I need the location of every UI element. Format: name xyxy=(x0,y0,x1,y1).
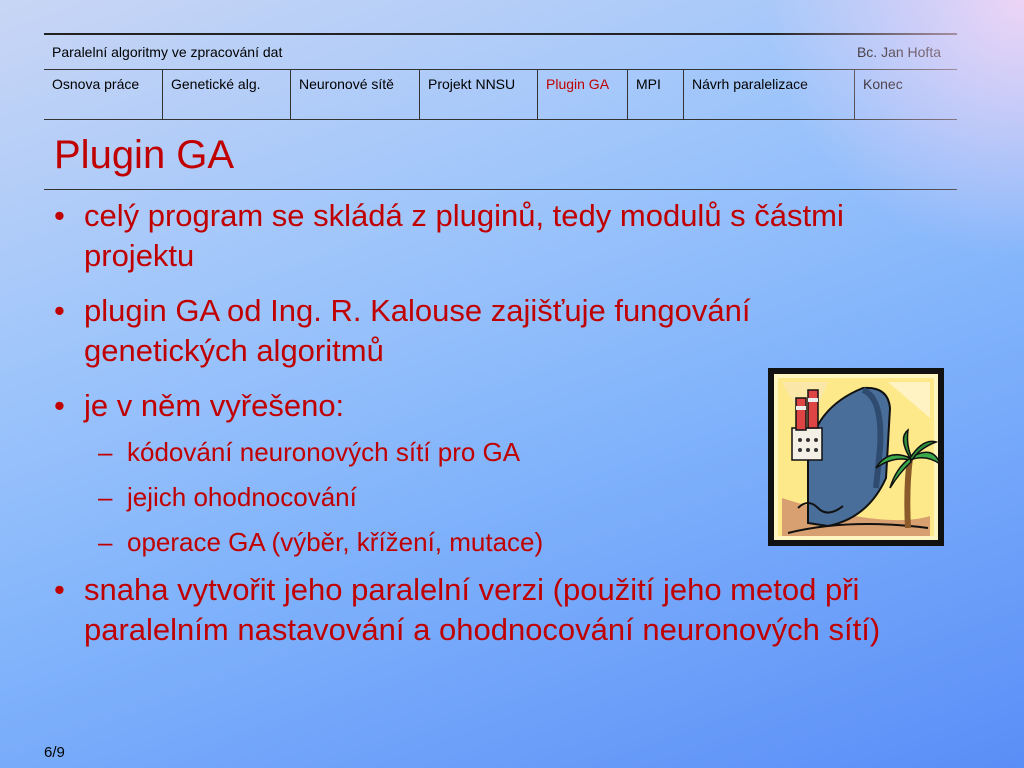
tab-navrh-paralelizace[interactable]: Návrh paralelizace xyxy=(684,69,855,119)
tab-plugin-ga[interactable]: Plugin GA xyxy=(538,69,628,119)
tab-osnova-prace[interactable]: Osnova práce xyxy=(44,69,163,119)
sub-bullet-item: – kódování neuronových sítí pro GA xyxy=(52,434,912,470)
presentation-title: Paralelní algoritmy ve zpracování dat xyxy=(52,44,283,60)
bullet-item: • plugin GA od Ing. R. Kalouse zajišťuje fungování genetických algoritmů xyxy=(52,291,912,371)
ship-palm-clipart-icon xyxy=(768,368,944,546)
title-divider xyxy=(44,189,957,190)
tab-mpi[interactable]: MPI xyxy=(628,69,684,119)
author-name: Bc. Jan Hofta xyxy=(856,44,941,60)
tab-konec[interactable]: Konec xyxy=(863,76,903,92)
tab-neuronove-site[interactable]: Neuronové sítě xyxy=(291,69,420,119)
bullet-item: • celý program se skládá z pluginů, tedy modulů s částmi projektu xyxy=(52,196,912,276)
bullet-item: • je v něm vyřešeno: xyxy=(52,386,774,426)
sub-bullet-item: – jejich ohodnocování xyxy=(52,479,912,515)
tab-geneticke-alg[interactable]: Genetické alg. xyxy=(163,69,291,119)
navigation-bar xyxy=(44,69,957,120)
slide-header xyxy=(44,33,957,70)
slide-title: Plugin GA xyxy=(54,133,235,177)
page-number: 6/9 xyxy=(44,744,65,761)
sub-bullet-item: – operace GA (výběr, křížení, mutace) xyxy=(52,524,912,560)
tab-projekt-nnsu[interactable]: Projekt NNSU xyxy=(420,69,538,119)
bullet-item: • snaha vytvořit jeho paralelní verzi (použití jeho metod při paralelním nastavování a ohodnocování neuronových sítí) xyxy=(52,570,912,650)
